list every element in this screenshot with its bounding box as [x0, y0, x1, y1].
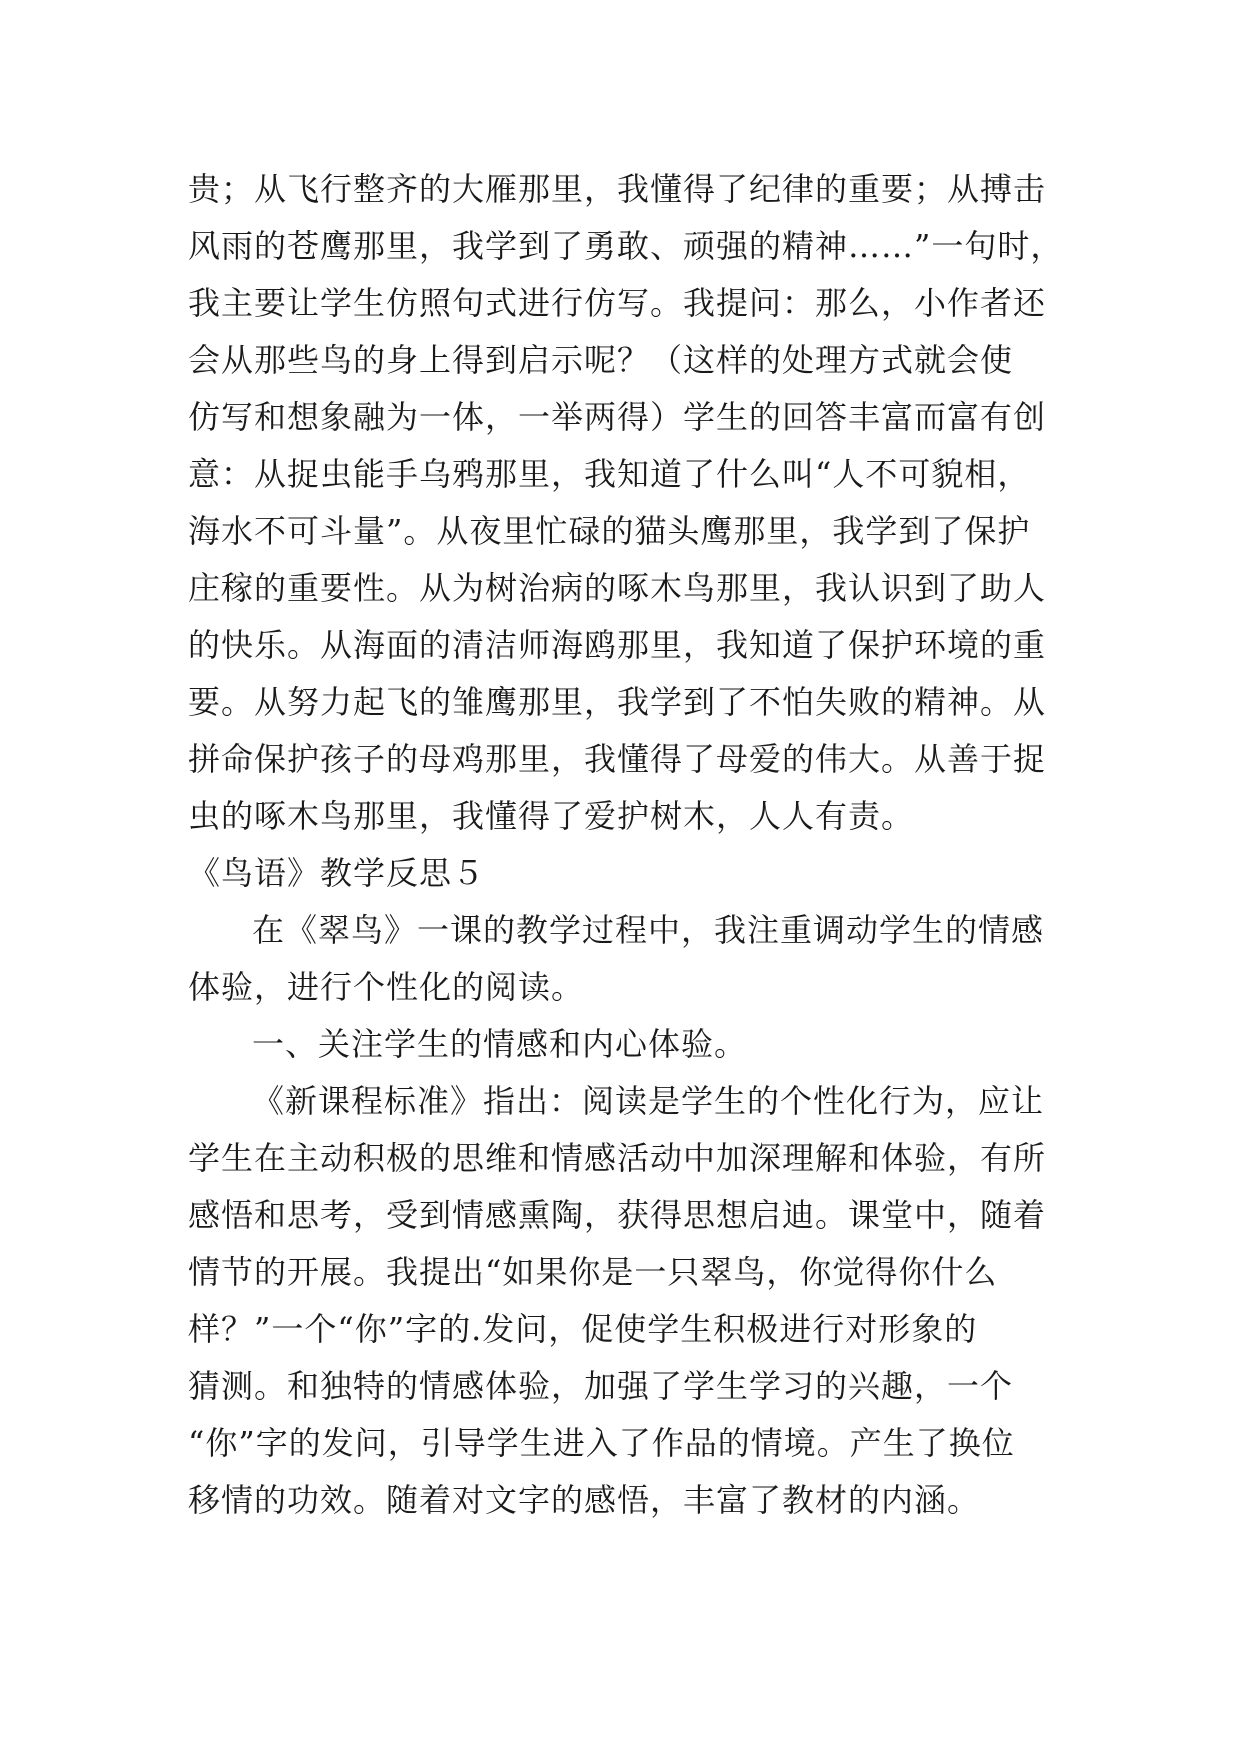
text-line: 仿写和想象融为一体，一举两得）学生的回答丰富而富有创	[188, 398, 1047, 436]
text-line: 学生在主动积极的思维和情感活动中加深理解和体验，有所	[188, 1139, 1047, 1177]
text-line: 虫的啄木鸟那里，我懂得了爱护树木，人人有责。	[188, 797, 915, 835]
text-line: 《新课程标准》指出：阅读是学生的个性化行为，应让	[252, 1082, 1045, 1120]
text-line: 庄稼的重要性。从为树治病的啄木鸟那里，我认识到了助人	[188, 569, 1047, 607]
text-line: 我主要让学生仿照句式进行仿写。我提问：那么，小作者还	[188, 284, 1047, 322]
text-line: 体验，进行个性化的阅读。	[188, 968, 585, 1006]
text-line: 会从那些鸟的身上得到启示呢？（这样的处理方式就会使	[188, 341, 1014, 379]
text-line: 要。从努力起飞的雏鹰那里，我学到了不怕失败的精神。从	[188, 683, 1047, 721]
text-line: 意：从捉虫能手乌鸦那里，我知道了什么叫“人不可貌相，	[188, 455, 1031, 493]
text-line: 在《翠鸟》一课的教学过程中，我注重调动学生的情感	[252, 911, 1045, 949]
text-line: 海水不可斗量”。从夜里忙碌的猫头鹰那里，我学到了保护	[188, 512, 1031, 550]
text-line: 贵；从飞行整齐的大雁那里，我懂得了纪律的重要；从搏击	[188, 170, 1047, 208]
text-line: 风雨的苍鹰那里，我学到了勇敢、顽强的精神……”一句时，	[188, 227, 1064, 265]
subheading: 一、关注学生的情感和内心体验。	[252, 1025, 748, 1063]
text-line: 样？”一个“你”字的.发问，促使学生积极进行对形象的	[188, 1310, 978, 1348]
text-line: 情节的开展。我提出“如果你是一只翠鸟，你觉得你什么	[188, 1253, 998, 1291]
text-line: 猜测。和独特的情感体验，加强了学生学习的兴趣，一个	[188, 1367, 1014, 1405]
text-line: 的快乐。从海面的清洁师海鸥那里，我知道了保护环境的重	[188, 626, 1047, 664]
text-line: 移情的功效。随着对文字的感悟，丰富了教材的内涵。	[188, 1481, 981, 1519]
text-line: 拼命保护孩子的母鸡那里，我懂得了母爱的伟大。从善于捉	[188, 740, 1047, 778]
section-heading: 《鸟语》教学反思５	[188, 854, 486, 892]
text-line: “你”字的发问，引导学生进入了作品的情境。产生了换位	[188, 1424, 1015, 1462]
text-line: 感悟和思考，受到情感熏陶，获得思想启迪。课堂中，随着	[188, 1196, 1047, 1234]
